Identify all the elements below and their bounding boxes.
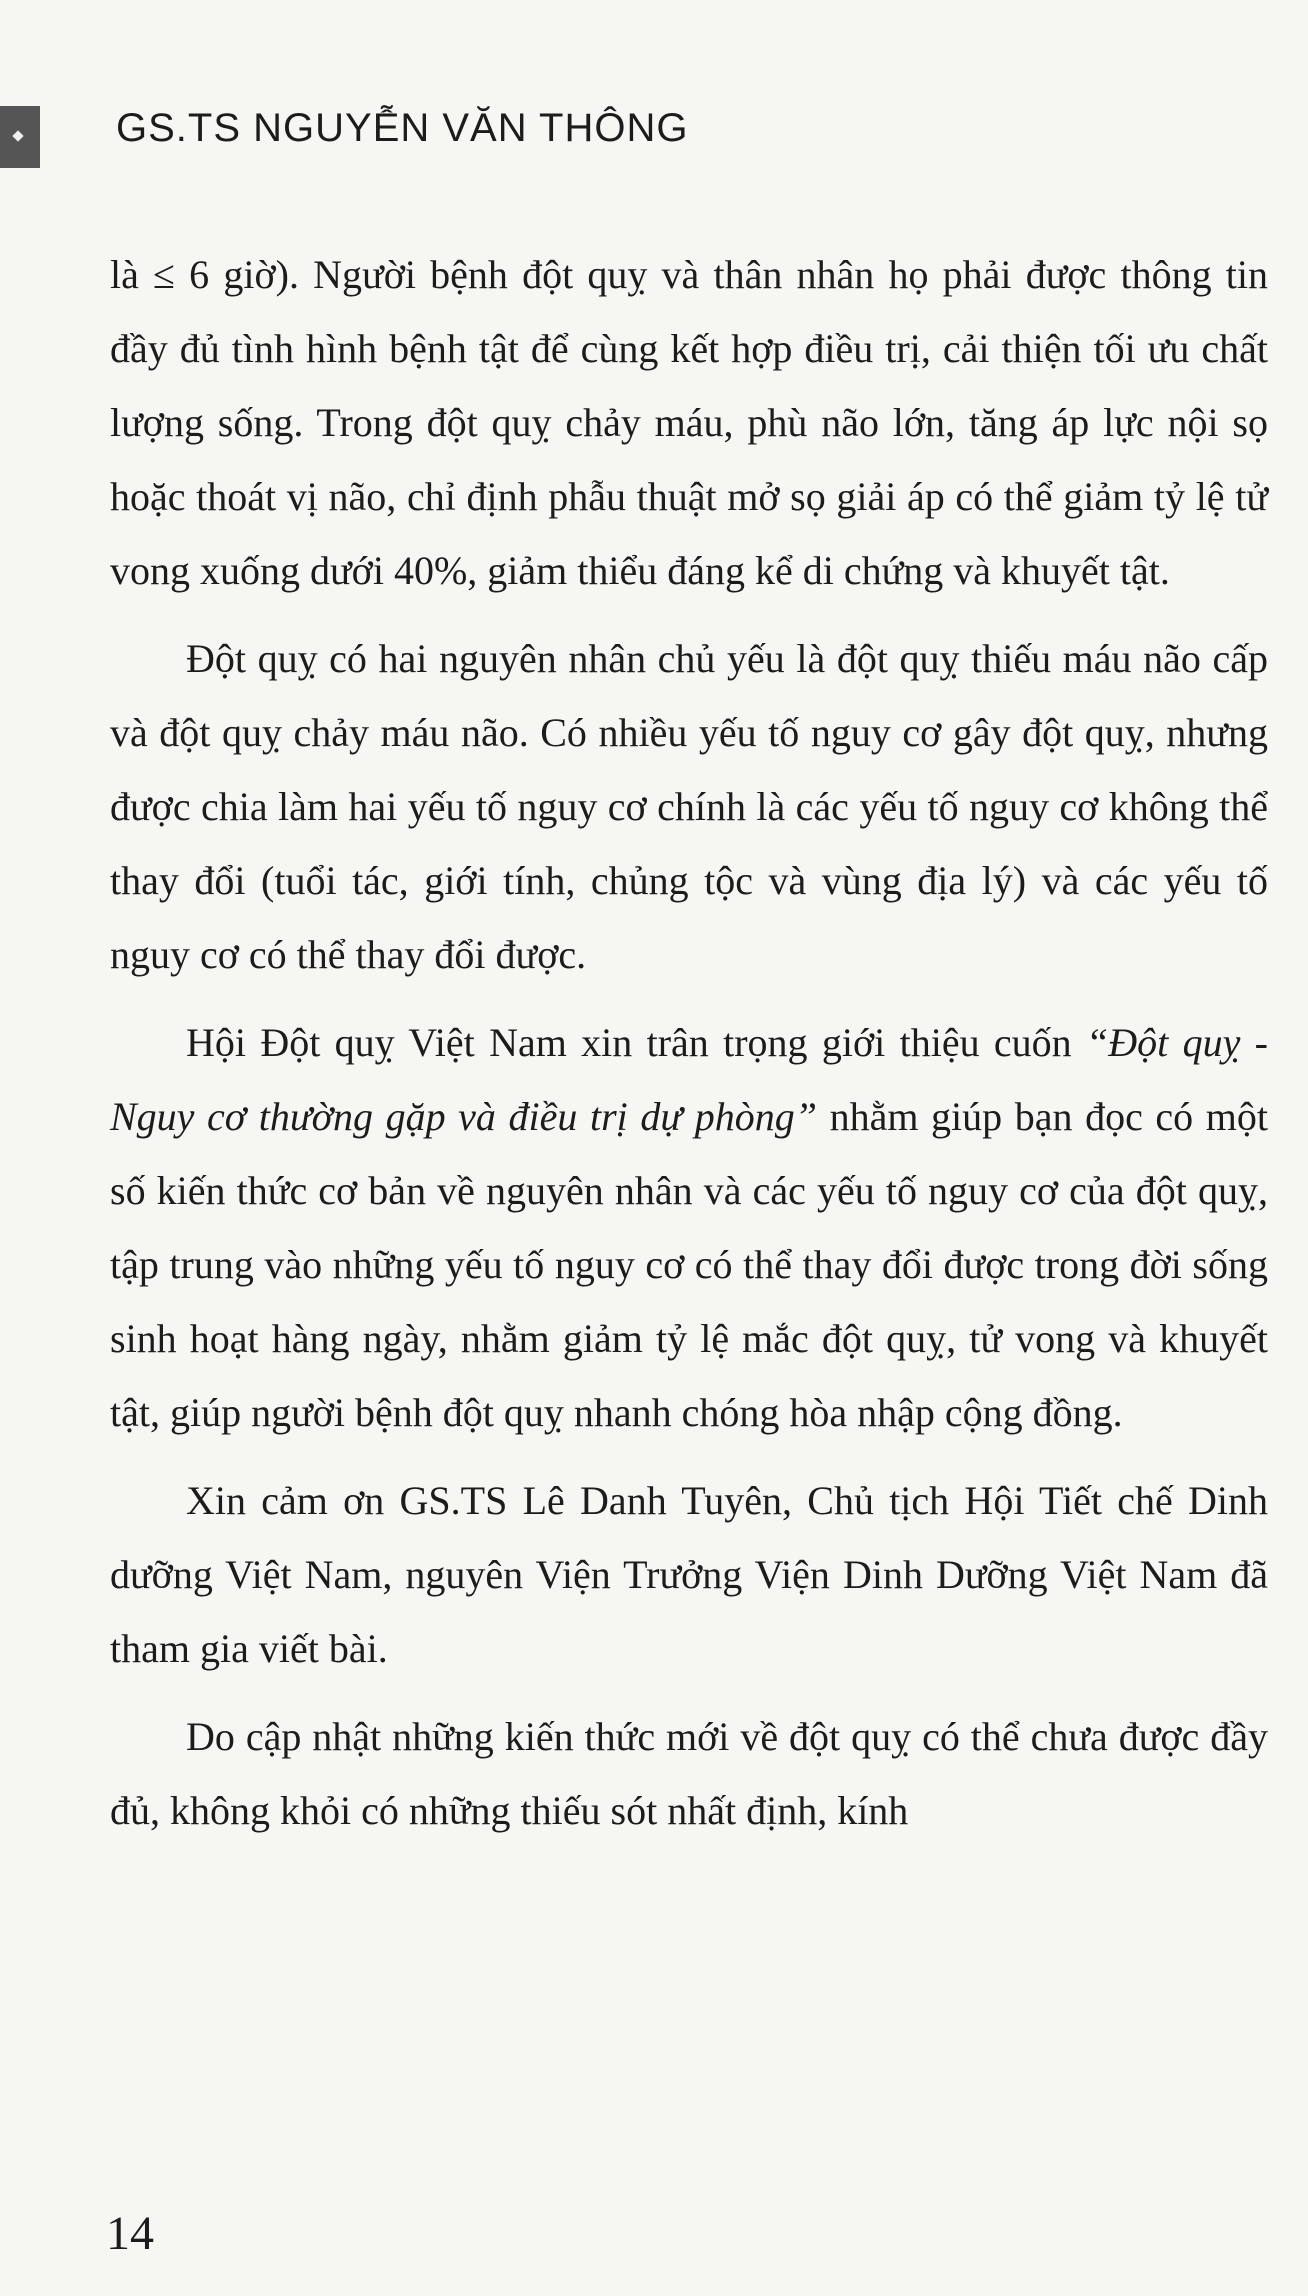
- paragraph-closing: Do cập nhật những kiến thức mới về đột quỵ có thể chưa được đầy đủ, không khỏi có những thiếu sót nhất định, kính: [110, 1714, 1268, 1833]
- book-title: “Đột quỵ -Nguy cơ thường gặp và điều trị dự phòng”: [110, 1020, 1269, 1139]
- paragraph-causes: Đột quỵ có hai nguyên nhân chủ yếu là đột quỵ thiếu máu não cấp và đột quỵ chảy máu não. Có nhiều yếu tố nguy cơ gây đột quỵ, nhưng được chia làm hai yếu tố nguy cơ chính là các yếu tố nguy cơ không thể thay đổi (tuổi tác, giới tính, chủng tộc và vùng địa lý) và các yếu tố nguy cơ có thể thay đổi được.: [110, 636, 1268, 977]
- diamond-bullet-icon: [12, 130, 23, 141]
- paragraph-introduction-lead: Hội Đột quỵ Việt Nam xin trân trọng giới thiệu cuốn: [186, 1020, 1087, 1065]
- paragraph-introduction-rest: nhằm giúp bạn đọc có một số kiến thức cơ bản về nguyên nhân và các yếu tố nguy cơ của đột quỵ, tập trung vào những yếu tố nguy cơ có thể thay đổi được trong đời sống sinh hoạt hàng ngày, nhằm giảm tỷ lệ mắc đột quỵ, tử vong và khuyết tật, giúp người bệnh đột quỵ nhanh chóng hòa nhập cộng đồng.: [110, 1094, 1268, 1435]
- paragraph-acknowledgement: Xin cảm ơn GS.TS Lê Danh Tuyên, Chủ tịch Hội Tiết chế Dinh dưỡng Việt Nam, nguyên Viện Trưởng Viện Dinh Dưỡng Việt Nam đã tham gia viết bài.: [110, 1478, 1268, 1671]
- paragraph-introduction: [110, 1006, 1268, 1450]
- page-edge-marker: [0, 106, 40, 168]
- page-number: 14: [106, 2207, 154, 2260]
- body-text: [110, 238, 1268, 1862]
- running-header: GS.TS NGUYỄN VĂN THÔNG: [116, 106, 689, 150]
- paragraph-continued: là ≤ 6 giờ). Người bệnh đột quỵ và thân nhân họ phải được thông tin đầy đủ tình hình bệnh tật để cùng kết hợp điều trị, cải thiện tối ưu chất lượng sống. Trong đột quỵ chảy máu, phù não lớn, tăng áp lực nội sọ hoặc thoát vị não, chỉ định phẫu thuật mở sọ giải áp có thể giảm tỷ lệ tử vong xuống dưới 40%, giảm thiểu đáng kể di chứng và khuyết tật.: [110, 252, 1268, 593]
